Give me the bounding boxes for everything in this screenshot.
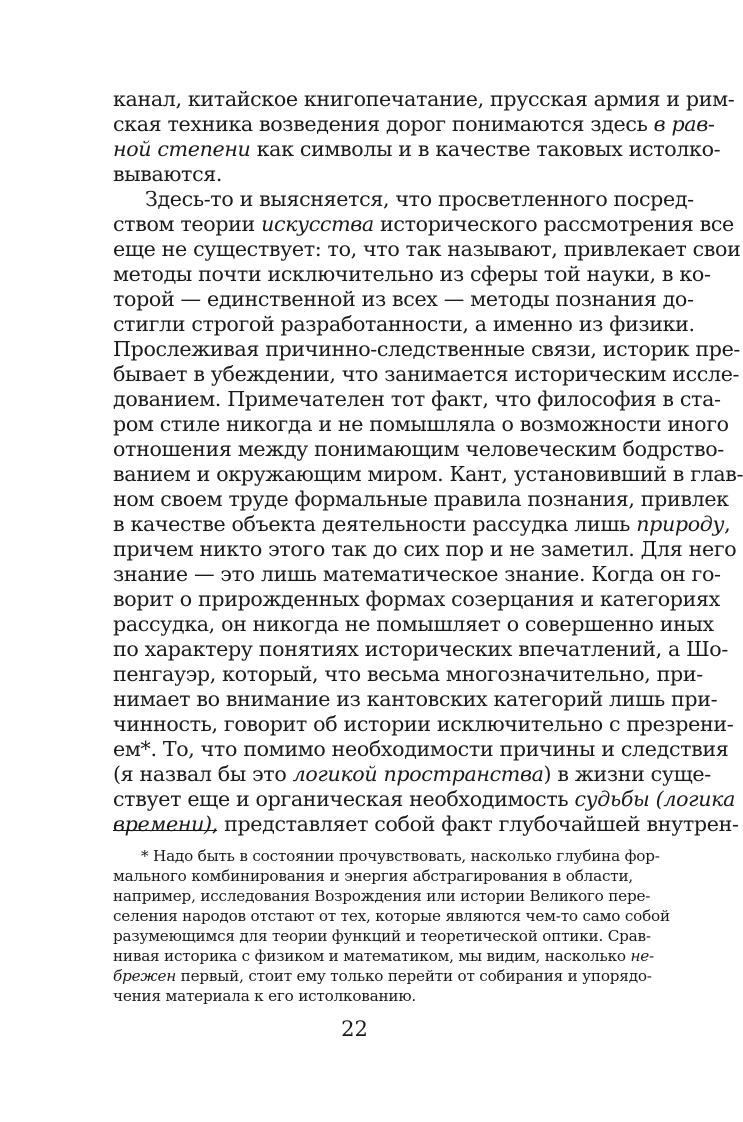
footnote-line: мального комбинирования и энергия абстрагирования в области, xyxy=(113,867,633,885)
body-line: канал, китайское книгопечатание, прусская армия и рим- xyxy=(113,87,735,111)
body-line: стигли строгой разработанности, а именно из физики. xyxy=(113,312,695,336)
body-line: ствует еще и органическая необходимость судьбы (логика xyxy=(113,787,735,811)
body-line: времени), представляет собой факт глубочайшей внутрен- xyxy=(113,812,739,836)
body-line: вываются. xyxy=(113,162,223,186)
body-line: ством теории искусства исторического рассмотрения все xyxy=(113,212,734,236)
body-line: ной степени как символы и в качестве таковых истолко- xyxy=(113,137,721,161)
footnote-separator xyxy=(113,830,217,831)
body-line: ном своем труде формальные правила познания, привлек xyxy=(113,487,729,511)
italic-text: в рав- xyxy=(653,112,715,136)
body-line: пенгауэр, который, что весьма многозначительно, при- xyxy=(113,662,703,686)
footnote-line: * Надо быть в состоянии прочувствовать, насколько глубина фор- xyxy=(141,847,660,865)
body-line: методы почти исключительно из сферы той науки, в ко- xyxy=(113,262,711,286)
italic-text: ной степени xyxy=(113,137,251,161)
body-line: ская техника возведения дорог понимаются здесь в рав- xyxy=(113,112,715,136)
body-line: еще не существует: то, что так называют, привлекает свои xyxy=(113,237,741,261)
italic-text: не- xyxy=(630,947,654,965)
italic-text: искусства xyxy=(261,212,374,236)
footnote-line: нивая историка с физиком и математиком, мы видим, насколько не- xyxy=(113,947,654,965)
italic-text: брежен xyxy=(113,967,177,985)
body-line: нимает во внимание из кантовских категорий лишь при- xyxy=(113,687,718,711)
footnote-line: селения народов отстают от тех, которые являются чем-то само собой xyxy=(113,907,670,925)
italic-text: времени) xyxy=(113,812,212,836)
body-line: отношения между понимающим человеческим бодрство- xyxy=(113,437,724,461)
body-line: торой — единственной из всех — методы познания до- xyxy=(113,287,694,311)
footnote-line: например, исследования Возрождения или истории Великого пере- xyxy=(113,887,651,905)
body-line: причем никто этого так до сих пор и не заметил. Для него xyxy=(113,537,737,561)
footnote-line: чения материала к его истолкованию. xyxy=(113,987,416,1005)
body-line: рассудка, он никогда не помышляет о совершенно иных xyxy=(113,612,714,636)
body-line: ворит о прирожденных формах созерцания и категориях xyxy=(113,587,720,611)
body-line: знание — это лишь математическое знание. Когда он го- xyxy=(113,562,721,586)
body-line: бывает в убеждении, что занимается историческим иссле- xyxy=(113,362,740,386)
body-line: (я назвал бы это логикой пространства) в жизни суще- xyxy=(113,762,711,786)
italic-text: логикой пространства xyxy=(292,762,544,786)
footnote-line: разумеющимся для теории функций и теоретической оптики. Срав- xyxy=(113,927,651,945)
body-line: дованием. Примечателен тот факт, что философия в ста- xyxy=(113,387,721,411)
italic-text: судьбы (логика xyxy=(574,787,735,811)
italic-text: природу xyxy=(636,512,725,536)
body-line: чинность, говорит об истории исключительно с презрени- xyxy=(113,712,734,736)
body-line: ем*. То, что помимо необходимости причины и следствия xyxy=(113,737,729,761)
body-line: по характеру понятиях исторических впечатлений, а Шо- xyxy=(113,637,728,661)
body-line: ванием и окружающим миром. Кант, установивший в глав- xyxy=(113,462,743,486)
body-line: в качестве объекта деятельности рассудка лишь природу, xyxy=(113,512,731,536)
body-line: ром стиле никогда и не помышляла о возможности иного xyxy=(113,412,729,436)
paragraph-start-line: Здесь-то и выясняется, что просветленного посред- xyxy=(145,187,694,211)
footnote-line: брежен первый, стоит ему только перейти от собирания и упорядо- xyxy=(113,967,652,985)
page-number: 22 xyxy=(341,1017,368,1041)
body-line: Прослеживая причинно-следственные связи, историк пре- xyxy=(113,337,741,361)
